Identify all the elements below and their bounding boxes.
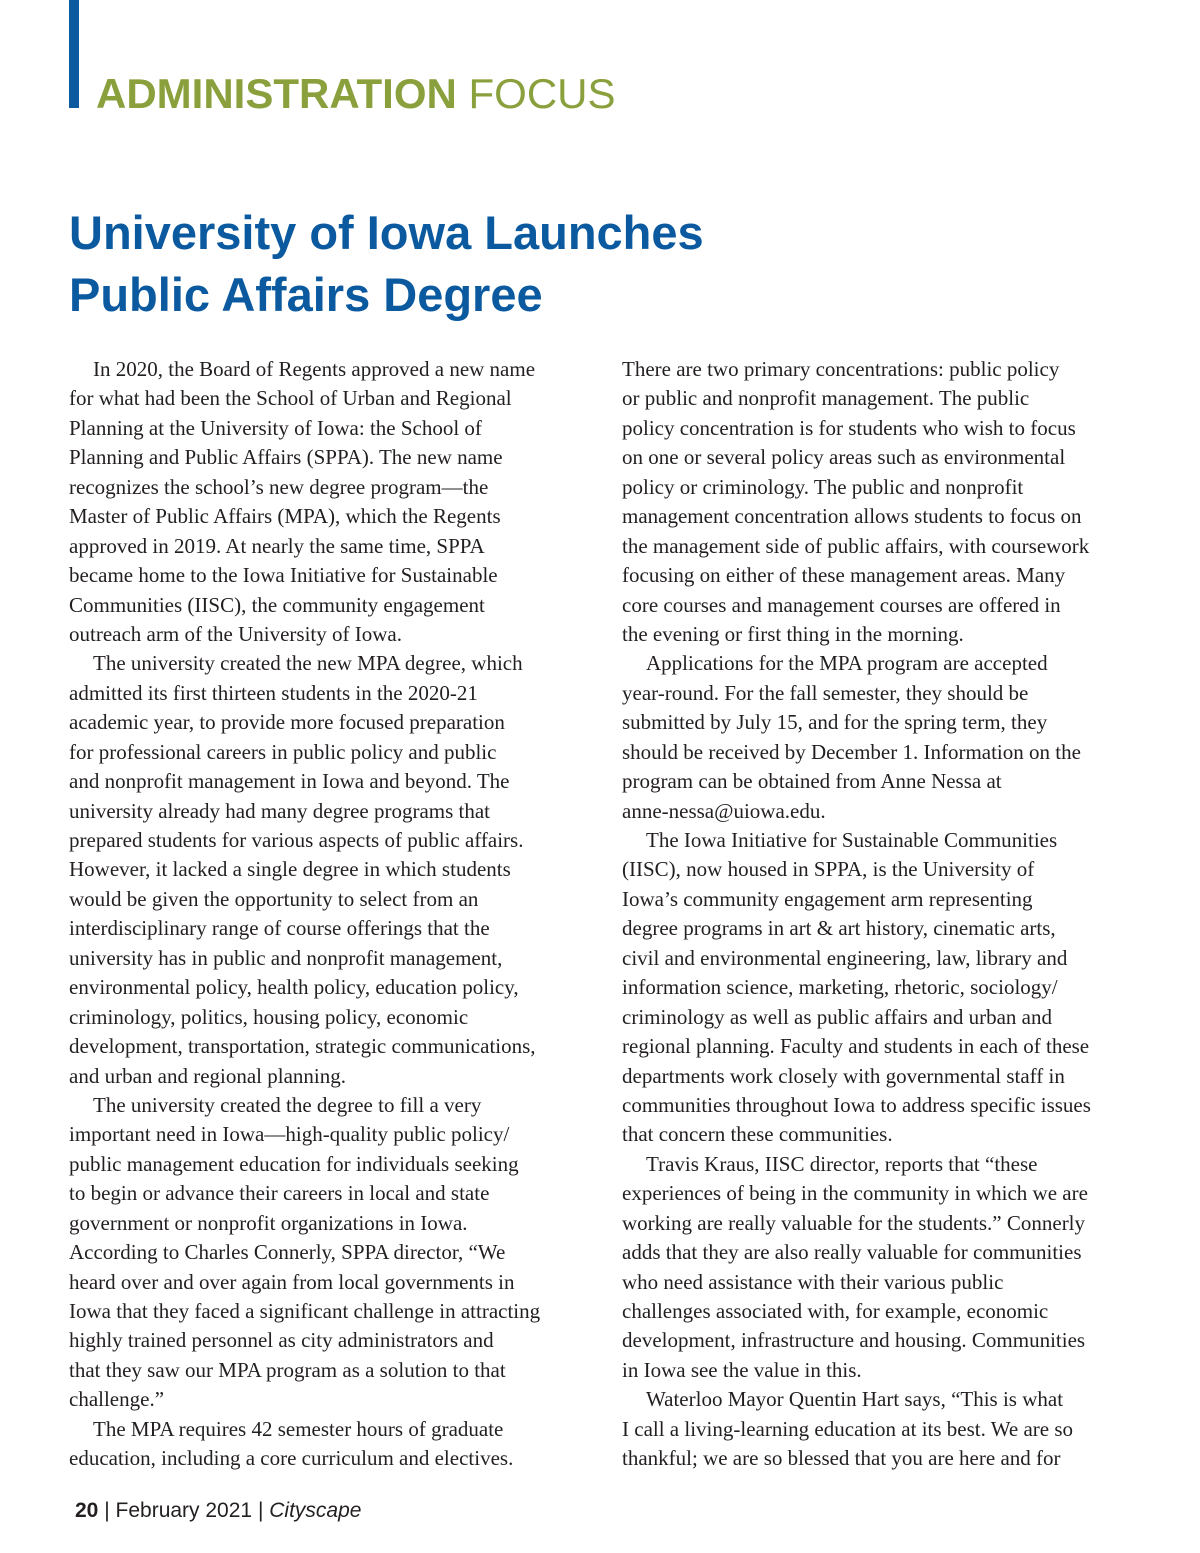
- text-line: Waterloo Mayor Quentin Hart says, “This is what: [646, 1387, 1064, 1412]
- text-line: Travis Kraus, IISC director, reports that “these: [646, 1151, 1038, 1176]
- text-line: development, transportation, strategic communications,: [69, 1034, 536, 1059]
- text-line: for what had been the School of Urban and Regional: [69, 386, 512, 411]
- text-line: working are really valuable for the students.” Connerly: [622, 1210, 1086, 1235]
- issue-date: February 2021: [115, 1499, 253, 1522]
- text-line: important need in Iowa—high-quality public policy/: [69, 1122, 510, 1147]
- text-line: According to Charles Connerly, SPPA director, “We: [69, 1240, 506, 1265]
- text-line: who need assistance with their various public: [622, 1269, 1004, 1294]
- text-line: on one or several policy areas such as environmental: [622, 445, 1066, 470]
- text-line: or public and nonprofit management. The public: [622, 386, 1030, 411]
- text-line: government or nonprofit organizations in Iowa.: [69, 1210, 468, 1235]
- text-line: Iowa that they faced a significant challenge in attracting: [69, 1299, 541, 1323]
- text-line: the management side of public affairs, with coursework: [622, 533, 1090, 558]
- text-line: (IISC), now housed in SPPA, is the University of: [622, 857, 1035, 882]
- text-line: became home to the Iowa Initiative for Sustainable: [69, 563, 498, 588]
- text-line: heard over and over again from local governments in: [69, 1269, 515, 1294]
- text-line: and urban and regional planning.: [69, 1063, 346, 1088]
- text-line: public management education for individuals seeking: [69, 1151, 519, 1176]
- text-line: adds that they are also really valuable for communities: [622, 1240, 1082, 1265]
- text-line: prepared students for various aspects of public affairs.: [69, 828, 524, 852]
- text-line: Planning at the University of Iowa: the School of: [69, 415, 482, 440]
- page-footer: [75, 1498, 361, 1524]
- text-line: submitted by July 15, and for the spring term, they: [622, 710, 1048, 735]
- article-title-line-2: Public Affairs Degree: [69, 268, 543, 321]
- text-line: civil and environmental engineering, law, library and: [622, 945, 1068, 970]
- text-line: university has in public and nonprofit management,: [69, 945, 503, 970]
- text-line: Master of Public Affairs (MPA), which the Regents: [69, 504, 501, 529]
- text-line: Applications for the MPA program are accepted: [646, 651, 1048, 676]
- text-line: university already had many degree programs that: [69, 798, 491, 823]
- text-line: I call a living-learning education at its best. We are so: [622, 1416, 1074, 1441]
- text-line: policy or criminology. The public and nonprofit: [622, 474, 1024, 499]
- section-header: [96, 70, 616, 118]
- text-line: focusing on either of these management areas. Many: [622, 563, 1066, 588]
- text-line: information science, marketing, rhetoric, sociology/: [622, 975, 1058, 1000]
- section-header-light: FOCUS: [468, 70, 616, 117]
- text-line: regional planning. Faculty and students in each of these: [622, 1034, 1090, 1059]
- text-line: There are two primary concentrations: public policy: [622, 357, 1060, 381]
- text-line: academic year, to provide more focused preparation: [69, 710, 505, 735]
- text-line: policy concentration is for students who wish to focus: [622, 415, 1076, 440]
- text-line: outreach arm of the University of Iowa.: [69, 621, 402, 646]
- text-line: environmental policy, health policy, education policy,: [69, 975, 519, 1000]
- text-line: Planning and Public Affairs (SPPA). The new name: [69, 445, 503, 470]
- text-line: development, infrastructure and housing. Communities: [622, 1328, 1086, 1353]
- left-text-column: [69, 355, 589, 1474]
- text-line: highly trained personnel as city administrators and: [69, 1328, 494, 1353]
- text-line: communities throughout Iowa to address specific issues: [622, 1092, 1091, 1117]
- text-line: Communities (IISC), the community engagement: [69, 592, 485, 617]
- text-line: to begin or advance their careers in local and state: [69, 1181, 490, 1206]
- text-line: that concern these communities.: [622, 1122, 893, 1147]
- text-line: departments work closely with governmental staff in: [622, 1063, 1065, 1088]
- text-line: challenges associated with, for example, economic: [622, 1299, 1049, 1323]
- text-line: The university created the new MPA degree, which: [93, 651, 523, 676]
- text-line: experiences of being in the community in which we are: [622, 1181, 1088, 1206]
- footer-separator-1: |: [104, 1499, 110, 1522]
- text-line: should be received by December 1. Information on the: [622, 739, 1081, 764]
- article-title: [69, 202, 969, 326]
- text-line: thankful; we are so blessed that you are here and for: [622, 1446, 1061, 1471]
- page-number: 20: [75, 1499, 99, 1522]
- text-line: that they saw our MPA program as a solution to that: [69, 1357, 506, 1382]
- text-line: in Iowa see the value in this.: [622, 1357, 862, 1382]
- text-line: Iowa’s community engagement arm representing: [622, 886, 1033, 911]
- text-line: anne-nessa@uiowa.edu.: [622, 798, 826, 823]
- text-line: core courses and management courses are offered in: [622, 592, 1061, 617]
- text-line: education, including a core curriculum and electives.: [69, 1446, 514, 1471]
- text-line: and nonprofit management in Iowa and beyond. The: [69, 769, 510, 794]
- text-line: The MPA requires 42 semester hours of graduate: [93, 1416, 504, 1441]
- text-line: In 2020, the Board of Regents approved a new name: [93, 357, 536, 381]
- text-line: However, it lacked a single degree in which students: [69, 857, 511, 882]
- text-line: recognizes the school’s new degree program—the: [69, 474, 489, 499]
- text-line: year-round. For the fall semester, they should be: [622, 680, 1029, 705]
- text-line: interdisciplinary range of course offerings that the: [69, 916, 490, 941]
- section-accent-bar: [69, 0, 79, 108]
- magazine-name: Cityscape: [269, 1499, 362, 1522]
- text-line: admitted its first thirteen students in the 2020-21: [69, 680, 478, 705]
- right-text-column: [622, 355, 1142, 1474]
- text-line: for professional careers in public policy and public: [69, 739, 497, 764]
- section-header-bold: ADMINISTRATION: [96, 70, 457, 117]
- text-line: The university created the degree to fill a very: [93, 1092, 482, 1117]
- text-line: challenge.”: [69, 1387, 165, 1412]
- footer-separator-2: |: [257, 1499, 264, 1522]
- text-line: degree programs in art & art history, cinematic arts,: [622, 916, 1056, 941]
- text-line: management concentration allows students to focus on: [622, 504, 1082, 529]
- text-line: program can be obtained from Anne Nessa at: [622, 769, 1002, 794]
- text-line: would be given the opportunity to select from an: [69, 886, 479, 911]
- text-line: criminology as well as public affairs and urban and: [622, 1004, 1052, 1029]
- article-title-line-1: University of Iowa Launches: [69, 206, 704, 259]
- text-line: the evening or first thing in the morning.: [622, 621, 964, 646]
- text-line: approved in 2019. At nearly the same time, SPPA: [69, 533, 485, 558]
- text-line: The Iowa Initiative for Sustainable Communities: [646, 828, 1058, 852]
- text-line: criminology, politics, housing policy, economic: [69, 1004, 469, 1029]
